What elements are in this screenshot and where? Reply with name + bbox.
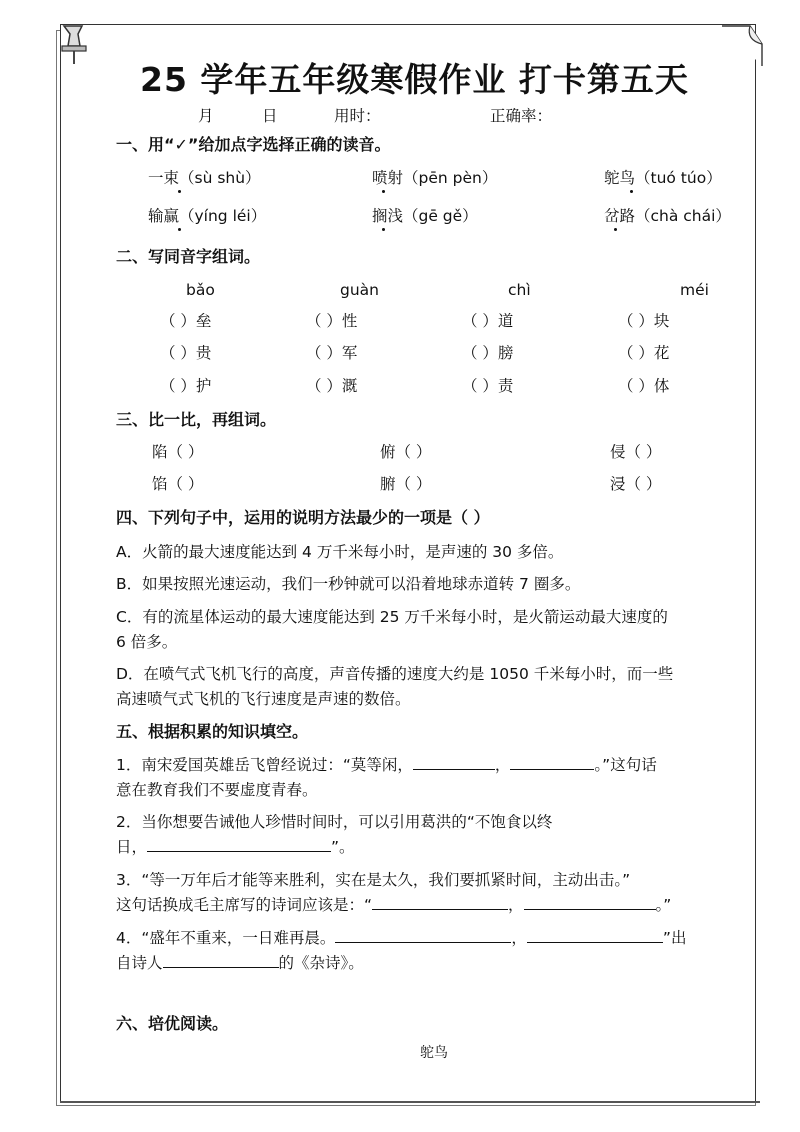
s1-item-3: 鸵鸟（tuó túo） xyxy=(604,169,722,187)
page-curl-icon xyxy=(720,24,764,68)
q4-blank-2[interactable] xyxy=(527,928,663,943)
emphasis-dot xyxy=(178,228,181,231)
q4-text-a: 4．“盛年不重来，一日难再晨。 xyxy=(116,929,336,947)
accuracy-label: 正确率： xyxy=(490,107,553,125)
q4-blank-1[interactable] xyxy=(335,928,511,943)
s3-cell[interactable]: 馅（ ） xyxy=(152,475,204,493)
q3-blank-1[interactable] xyxy=(372,895,508,910)
s3-cell[interactable]: 俯（ ） xyxy=(380,443,432,461)
q1-blank-2[interactable] xyxy=(510,755,594,770)
pushpin-icon xyxy=(56,22,92,66)
s2-cell[interactable]: （ ）贵 xyxy=(160,344,212,362)
pinyin-bao: bǎo xyxy=(186,281,215,299)
s2-cell[interactable]: （ ）块 xyxy=(618,312,670,330)
s3-cell[interactable]: 浸（ ） xyxy=(610,475,662,493)
pinyin-guan: guàn xyxy=(340,281,379,299)
s4-option-b: B．如果按照光速运动，我们一秒钟就可以沿着地球赤道转 7 圈多。 xyxy=(116,575,581,593)
s5-q2-line2 xyxy=(116,837,355,857)
emphasis-dot xyxy=(382,228,385,231)
day-label: 日 xyxy=(262,107,278,125)
q3-text-c: ， xyxy=(508,896,524,914)
reading-title: 鸵鸟 xyxy=(420,1045,448,1061)
paper-bottom-edge xyxy=(60,1101,760,1103)
q1-text-a: 1．南宋爱国英雄岳飞曾经说过：“莫等闲， xyxy=(116,756,413,774)
emphasis-dot xyxy=(178,190,181,193)
s1-item-2: 喷射（pēn pèn） xyxy=(372,169,498,187)
s2-cell[interactable]: （ ）护 xyxy=(160,377,212,395)
s4-option-d-line1: D．在喷气式飞机飞行的高度，声音传播的速度大约是 1050 千米每小时，而一些 xyxy=(116,665,674,683)
section-3-heading: 三、比一比，再组词。 xyxy=(116,410,277,429)
q3-blank-2[interactable] xyxy=(524,895,656,910)
s2-cell[interactable]: （ ）垒 xyxy=(160,312,212,330)
q4-text-d: 自诗人 xyxy=(116,954,163,972)
month-label: 月 xyxy=(198,107,214,125)
s5-q4-line1 xyxy=(116,928,686,948)
q4-text-b: ， xyxy=(511,929,527,947)
s2-cell[interactable]: （ ）膀 xyxy=(462,344,514,362)
s5-q1-line1 xyxy=(116,755,657,775)
s3-cell[interactable]: 陷（ ） xyxy=(152,443,204,461)
s2-cell[interactable]: （ ）溉 xyxy=(306,377,358,395)
s5-q3-line2 xyxy=(116,895,671,915)
q1-text-c: 。”这句话 xyxy=(594,756,657,774)
q4-text-c: ”出 xyxy=(662,929,687,947)
q3-text-b: 这句话换成毛主席写的诗词应该是：“ xyxy=(116,896,373,914)
q2-text-c: ”。 xyxy=(331,838,355,856)
s2-cell[interactable]: （ ）性 xyxy=(306,312,358,330)
pinyin-mei: méi xyxy=(680,281,709,299)
s2-cell[interactable]: （ ）责 xyxy=(462,377,514,395)
section-4-heading: 四、下列句子中，运用的说明方法最少的一项是（ ） xyxy=(116,508,490,527)
s1-item-6: 岔路（chà chái） xyxy=(604,207,731,225)
s1-item-5: 搁浅（gē gě） xyxy=(372,207,478,225)
section-1-heading: 一、用“✓”给加点字选择正确的读音。 xyxy=(116,135,391,154)
emphasis-dot xyxy=(630,190,633,193)
q4-text-e: 的《杂诗》。 xyxy=(278,954,364,972)
s1-item-4: 输赢（yíng léi） xyxy=(148,207,267,225)
section-5-heading: 五、根据积累的知识填空。 xyxy=(116,722,309,741)
s4-option-c-line1: C．有的流星体运动的最大速度能达到 25 万千米每小时，是火箭运动最大速度的 xyxy=(116,608,668,626)
s2-cell[interactable]: （ ）体 xyxy=(618,377,670,395)
s5-q3-line1: 3．“等一万年后才能等来胜利，实在是太久，我们要抓紧时间，主动出击。” xyxy=(116,871,631,889)
q1-blank-1[interactable] xyxy=(413,755,495,770)
q1-text-b: ， xyxy=(494,756,511,774)
emphasis-dot xyxy=(614,228,617,231)
s4-option-d-line2: 高速喷气式飞机的飞行速度是声速的数倍。 xyxy=(116,690,411,708)
s2-cell[interactable]: （ ）军 xyxy=(306,344,358,362)
s3-cell[interactable]: 侵（ ） xyxy=(610,443,662,461)
q3-text-d: 。” xyxy=(655,896,672,914)
emphasis-dot xyxy=(382,190,385,193)
page-title: 25 学年五年级寒假作业 打卡第五天 xyxy=(140,60,689,99)
s1-item-1: 一束（sù shù） xyxy=(148,169,261,187)
s5-q2-line1: 2．当你想要告诫他人珍惜时间时，可以引用葛洪的“不饱食以终 xyxy=(116,813,553,831)
s4-option-a: A．火箭的最大速度能达到 4 万千米每小时，是声速的 30 多倍。 xyxy=(116,543,564,561)
s5-q4-line2 xyxy=(116,953,364,973)
pinyin-chi: chì xyxy=(508,281,531,299)
s2-cell[interactable]: （ ）花 xyxy=(618,344,670,362)
s4-option-c-line2: 6 倍多。 xyxy=(116,633,178,651)
q4-blank-3[interactable] xyxy=(163,953,279,968)
q2-blank[interactable] xyxy=(147,837,331,852)
section-6-heading: 六、培优阅读。 xyxy=(116,1014,229,1033)
time-label: 用时： xyxy=(334,107,381,125)
s2-cell[interactable]: （ ）道 xyxy=(462,312,514,330)
s3-cell[interactable]: 腑（ ） xyxy=(380,475,432,493)
section-2-heading: 二、写同音字组词。 xyxy=(116,247,261,266)
s5-q1-line2: 意在教育我们不要虚度青春。 xyxy=(116,781,318,799)
q2-text-b: 日， xyxy=(116,838,148,856)
